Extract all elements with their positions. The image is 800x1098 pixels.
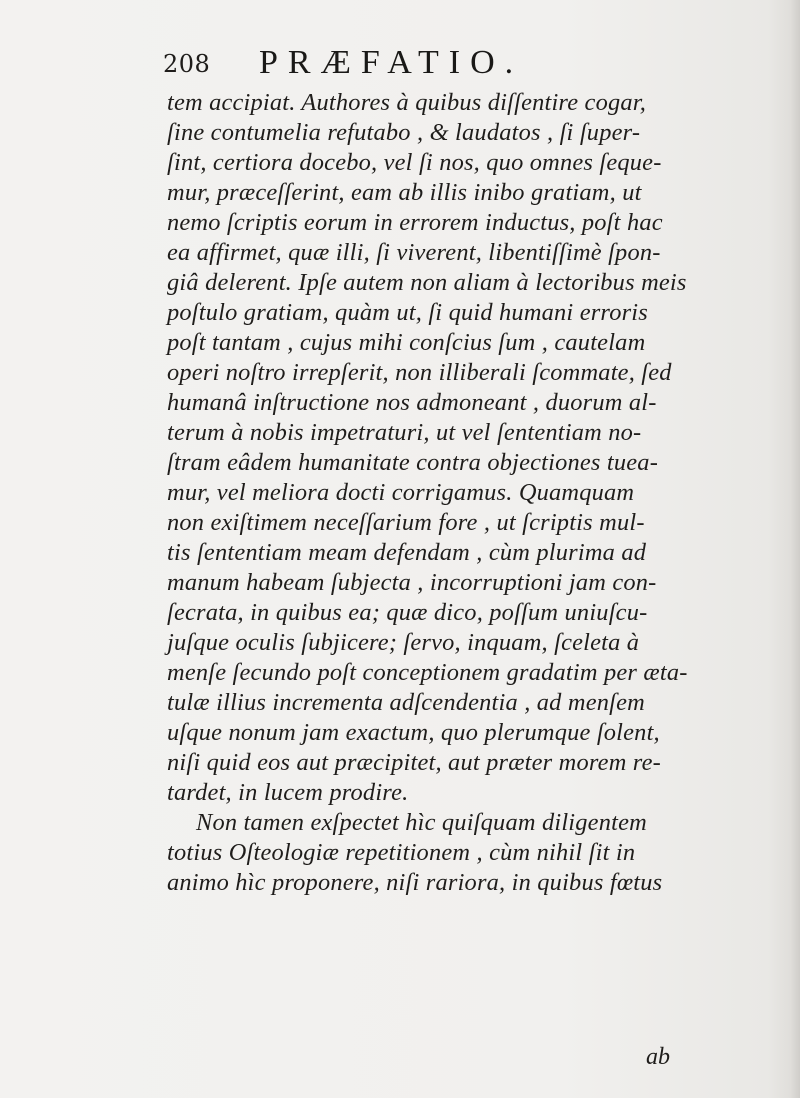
text-line: ea affirmet, quæ illi, ſi viverent, libentiſſimè ſpon-	[167, 239, 661, 266]
text-line: tardet, in lucem prodire.	[167, 779, 409, 806]
text-line: juſque oculis ſubjicere; ſervo, inquam, ſceleta à	[167, 629, 640, 656]
text-line: menſe ſecundo poſt conceptionem gradatim per æta-	[167, 659, 688, 686]
text-line: ſint, certiora docebo, vel ſi nos, quo omnes ſeque-	[167, 149, 662, 176]
text-line: totius Oſteologiæ repetitionem , cùm nihil ſit in	[167, 839, 636, 866]
text-line: ſecrata, in quibus ea; quæ dico, poſſum uniuſcu-	[167, 599, 648, 626]
text-line: mur, præceſſerint, eam ab illis inibo gratiam, ut	[167, 179, 642, 206]
text-line: uſque nonum jam exactum, quo plerumque ſolent,	[167, 719, 660, 746]
text-line: nemo ſcriptis eorum in errorem inductus, poſt hac	[167, 209, 663, 236]
page-number: 208	[163, 50, 211, 78]
text-line: ſtram eâdem humanitate contra objectiones tuea-	[167, 449, 659, 476]
running-title: PRÆFATIO.	[259, 44, 524, 81]
text-line: animo hìc proponere, niſi rariora, in quibus fœtus	[167, 869, 663, 896]
paragraph-start-line: Non tamen exſpectet hìc quiſquam diligentem	[196, 809, 647, 836]
text-line: operi noſtro irrepſerit, non illiberali ſcommate, ſed	[167, 359, 672, 386]
text-line: tulæ illius incrementa adſcendentia , ad menſem	[167, 689, 645, 716]
body-text	[167, 88, 694, 898]
text-line: tis ſententiam meam defendam , cùm plurima ad	[167, 539, 647, 566]
text-line: poſtulo gratiam, quàm ut, ſi quid humani erroris	[167, 299, 648, 326]
text-line: ſine contumelia refutabo , & laudatos , ſi ſuper-	[167, 119, 641, 146]
text-line: non exiſtimem neceſſarium fore , ut ſcriptis mul-	[167, 509, 645, 536]
text-line: niſi quid eos aut præcipitet, aut præter morem re-	[167, 749, 661, 776]
text-line: poſt tantam , cujus mihi conſcius ſum , cautelam	[167, 329, 646, 356]
text-line: tem accipiat. Authores à quibus diſſentire cogar,	[167, 89, 647, 116]
page-edge-shadow	[790, 0, 800, 1098]
text-line: manum habeam ſubjecta , incorruptioni jam con-	[167, 569, 657, 596]
catchword: ab	[646, 1044, 670, 1070]
page-header	[163, 44, 683, 88]
text-line: terum à nobis impetraturi, ut vel ſententiam no-	[167, 419, 642, 446]
text-line: giâ delerent. Ipſe autem non aliam à lectoribus meis	[167, 269, 687, 296]
text-line: humanâ inſtructione nos admoneant , duorum al-	[167, 389, 657, 416]
text-line: mur, vel meliora docti corrigamus. Quamquam	[167, 479, 635, 506]
